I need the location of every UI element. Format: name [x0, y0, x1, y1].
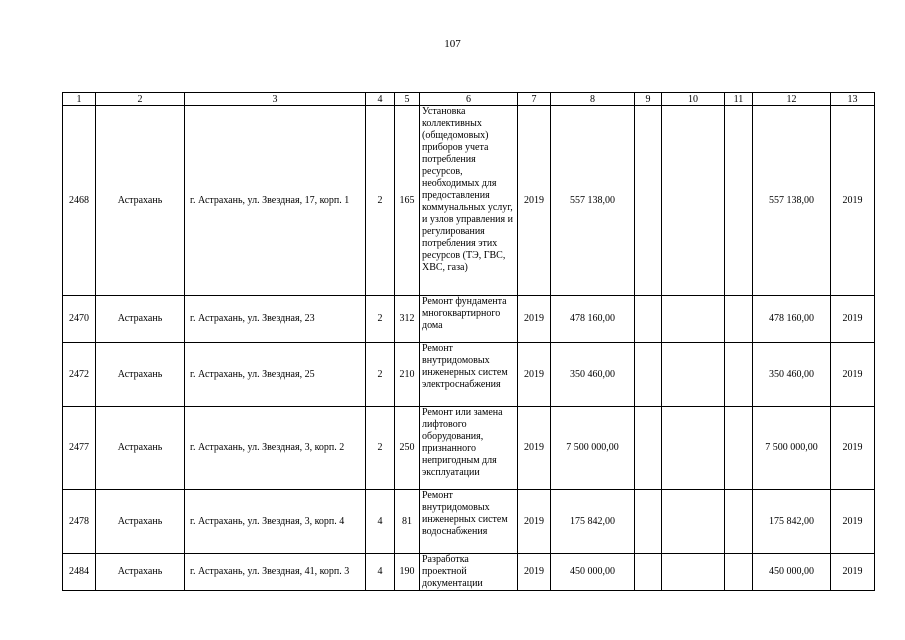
cell-col5: 250	[395, 407, 420, 490]
cell-city: Астрахань	[96, 296, 185, 343]
cell-col10	[662, 343, 725, 407]
column-header: 7	[518, 93, 551, 106]
column-header: 3	[185, 93, 366, 106]
cell-year-end: 2019	[831, 407, 875, 490]
cell-col5: 210	[395, 343, 420, 407]
column-header: 4	[366, 93, 395, 106]
cell-city: Астрахань	[96, 490, 185, 554]
cell-col4: 2	[366, 343, 395, 407]
cell-work-type: Ремонт или замена лифтового оборудования, признанного непригодным для эксплуатации	[420, 407, 518, 490]
cell-col5: 190	[395, 554, 420, 591]
cell-address: г. Астрахань, ул. Звездная, 3, корп. 2	[185, 407, 366, 490]
cell-cost: 557 138,00	[551, 106, 635, 296]
cell-year: 2019	[518, 490, 551, 554]
cell-city: Астрахань	[96, 554, 185, 591]
cell-col10	[662, 554, 725, 591]
cell-year: 2019	[518, 296, 551, 343]
column-header: 11	[725, 93, 753, 106]
cell-id: 2484	[63, 554, 96, 591]
cell-col10	[662, 296, 725, 343]
cell-col4: 2	[366, 296, 395, 343]
cell-id: 2477	[63, 407, 96, 490]
cell-col10	[662, 106, 725, 296]
cell-city: Астрахань	[96, 343, 185, 407]
cell-year: 2019	[518, 343, 551, 407]
page-number: 107	[444, 38, 461, 50]
cell-year: 2019	[518, 106, 551, 296]
cell-address: г. Астрахань, ул. Звездная, 3, корп. 4	[185, 490, 366, 554]
table-row	[63, 407, 875, 490]
cell-year-end: 2019	[831, 490, 875, 554]
table-row	[63, 296, 875, 343]
cell-work-type: Ремонт внутридомовых инженерных систем электроснабжения	[420, 343, 518, 407]
cell-cost-total: 557 138,00	[753, 106, 831, 296]
cell-col4: 2	[366, 407, 395, 490]
cell-address: г. Астрахань, ул. Звездная, 17, корп. 1	[185, 106, 366, 296]
cell-cost-total: 350 460,00	[753, 343, 831, 407]
cell-year-end: 2019	[831, 343, 875, 407]
cell-work-type: Ремонт фундамента многоквартирного дома	[420, 296, 518, 343]
cell-id: 2468	[63, 106, 96, 296]
cell-cost-total: 478 160,00	[753, 296, 831, 343]
cell-col11	[725, 554, 753, 591]
column-header: 1	[63, 93, 96, 106]
cell-col11	[725, 407, 753, 490]
cell-cost: 478 160,00	[551, 296, 635, 343]
cell-id: 2470	[63, 296, 96, 343]
cell-work-type: Разработка проектной документации	[420, 554, 518, 591]
cell-col5: 312	[395, 296, 420, 343]
cell-cost: 350 460,00	[551, 343, 635, 407]
cell-id: 2472	[63, 343, 96, 407]
cell-year-end: 2019	[831, 106, 875, 296]
cell-year-end: 2019	[831, 554, 875, 591]
cell-year: 2019	[518, 407, 551, 490]
cell-col4: 4	[366, 490, 395, 554]
cell-cost: 450 000,00	[551, 554, 635, 591]
cell-cost-total: 7 500 000,00	[753, 407, 831, 490]
cell-address: г. Астрахань, ул. Звездная, 41, корп. 3	[185, 554, 366, 591]
cell-col5: 165	[395, 106, 420, 296]
cell-col9	[635, 296, 662, 343]
column-header: 2	[96, 93, 185, 106]
cell-col11	[725, 490, 753, 554]
cell-city: Астрахань	[96, 407, 185, 490]
cell-col11	[725, 343, 753, 407]
cell-col9	[635, 407, 662, 490]
cell-cost: 175 842,00	[551, 490, 635, 554]
cell-col11	[725, 106, 753, 296]
table-row	[63, 490, 875, 554]
table-row	[63, 343, 875, 407]
column-header: 9	[635, 93, 662, 106]
cell-col4: 4	[366, 554, 395, 591]
register-table	[62, 92, 875, 591]
cell-address: г. Астрахань, ул. Звездная, 23	[185, 296, 366, 343]
column-header: 6	[420, 93, 518, 106]
cell-year: 2019	[518, 554, 551, 591]
cell-col9	[635, 490, 662, 554]
cell-col10	[662, 490, 725, 554]
column-header: 8	[551, 93, 635, 106]
cell-city: Астрахань	[96, 106, 185, 296]
cell-col11	[725, 296, 753, 343]
cell-col9	[635, 106, 662, 296]
cell-cost-total: 450 000,00	[753, 554, 831, 591]
cell-col10	[662, 407, 725, 490]
column-header: 10	[662, 93, 725, 106]
cell-address: г. Астрахань, ул. Звездная, 25	[185, 343, 366, 407]
cell-col5: 81	[395, 490, 420, 554]
cell-cost-total: 175 842,00	[753, 490, 831, 554]
table-row	[63, 554, 875, 591]
cell-work-type: Установка коллективных (общедомовых) приборов учета потребления ресурсов, необходимых для предоставления коммунальных услуг, и узлов управления и регулирования потребления этих ресурсов (ТЭ, ГВС, ХВС, газа)	[420, 106, 518, 296]
table-row	[63, 106, 875, 296]
header-row	[63, 93, 875, 106]
cell-col9	[635, 343, 662, 407]
column-header: 12	[753, 93, 831, 106]
column-header: 13	[831, 93, 875, 106]
cell-id: 2478	[63, 490, 96, 554]
cell-work-type: Ремонт внутридомовых инженерных систем водоснабжения	[420, 490, 518, 554]
cell-col9	[635, 554, 662, 591]
cell-col4: 2	[366, 106, 395, 296]
cell-cost: 7 500 000,00	[551, 407, 635, 490]
cell-year-end: 2019	[831, 296, 875, 343]
column-header: 5	[395, 93, 420, 106]
